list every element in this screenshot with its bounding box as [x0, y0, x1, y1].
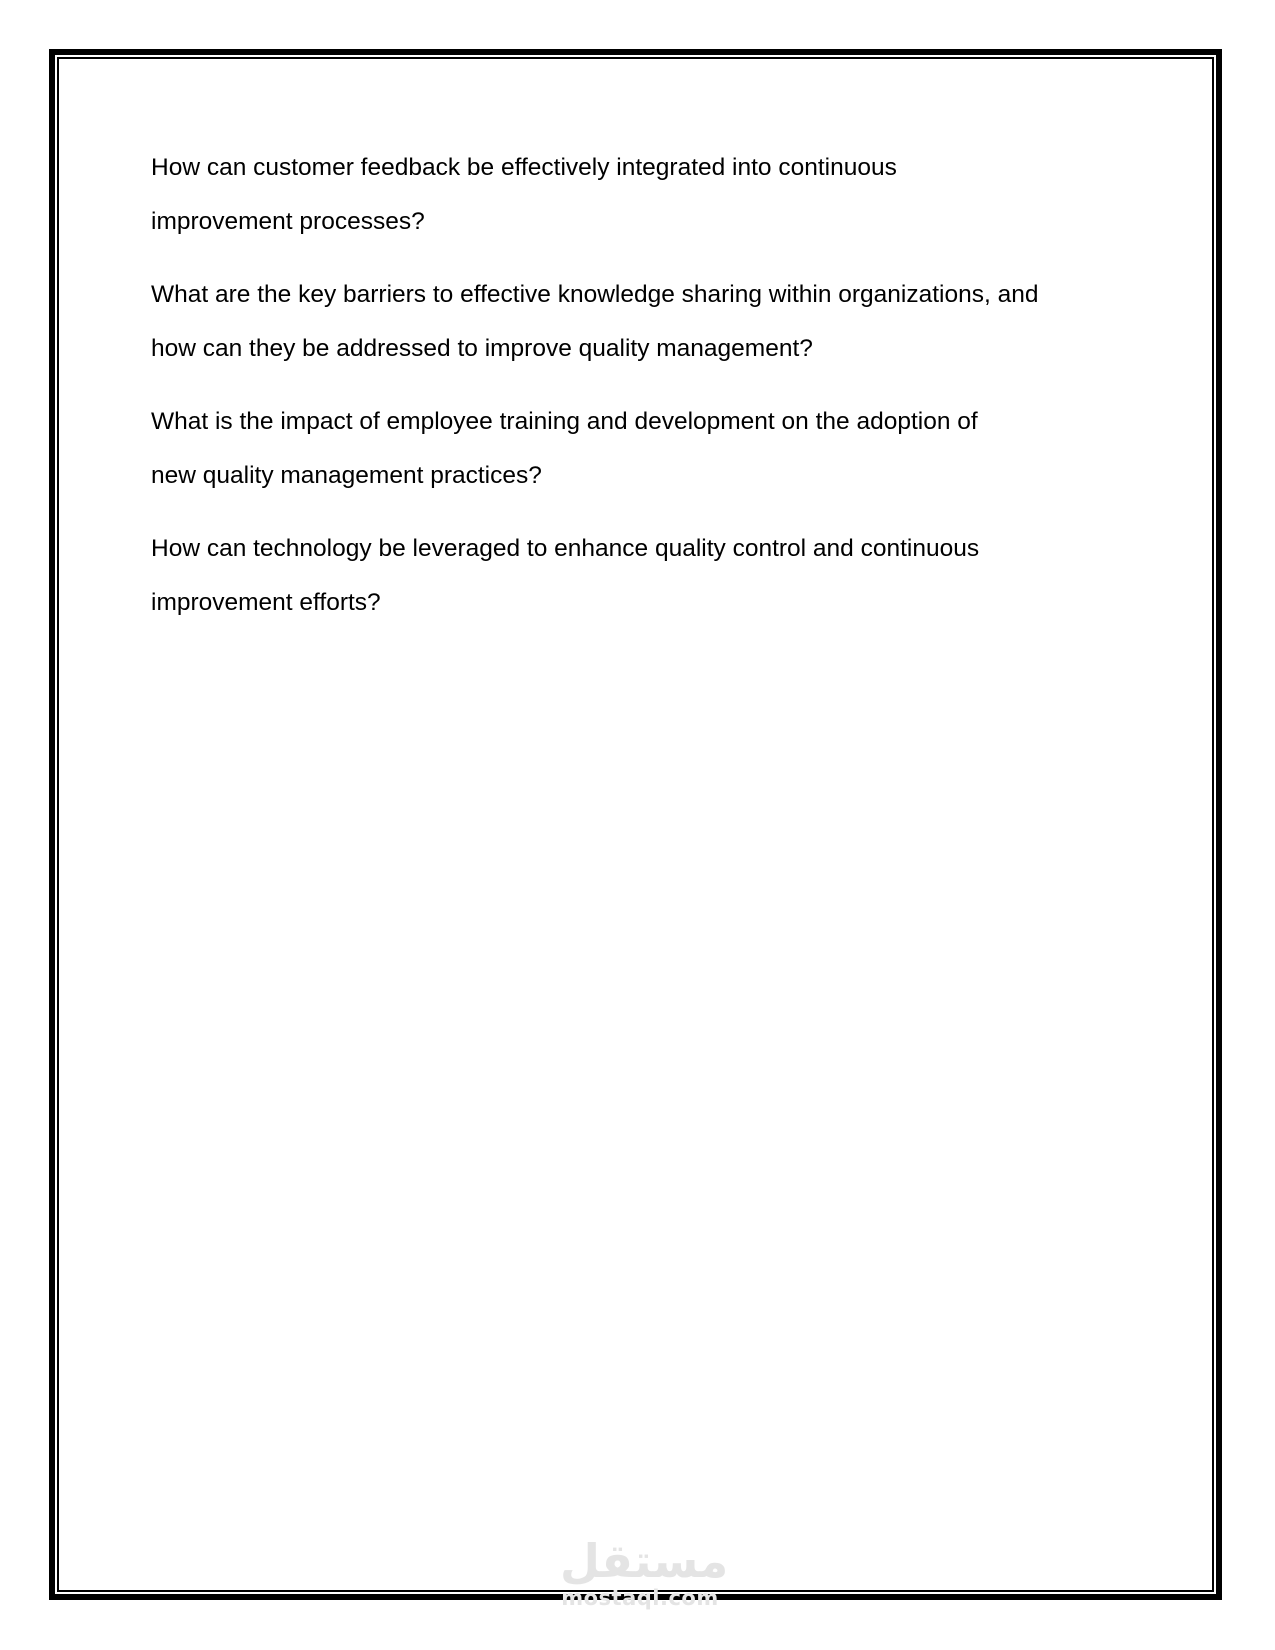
mostaql-watermark: [560, 1534, 729, 1615]
question-2: What are the key barriers to effective knowledge sharing within organizations, and how can they be addressed to improve quality management?: [151, 281, 1039, 362]
document-body: [151, 141, 1141, 649]
question-1: How can customer feedback be effectively integrated into continuous improvement processes?: [151, 154, 897, 235]
watermark-arabic-text: مستقل: [560, 1534, 729, 1588]
question-4: How can technology be leveraged to enhance quality control and continuous improvement efforts?: [151, 535, 980, 616]
watermark-latin-text: mostaql.com: [561, 1586, 719, 1610]
question-3: What is the impact of employee training and development on the adoption of new quality management practices?: [151, 408, 978, 489]
